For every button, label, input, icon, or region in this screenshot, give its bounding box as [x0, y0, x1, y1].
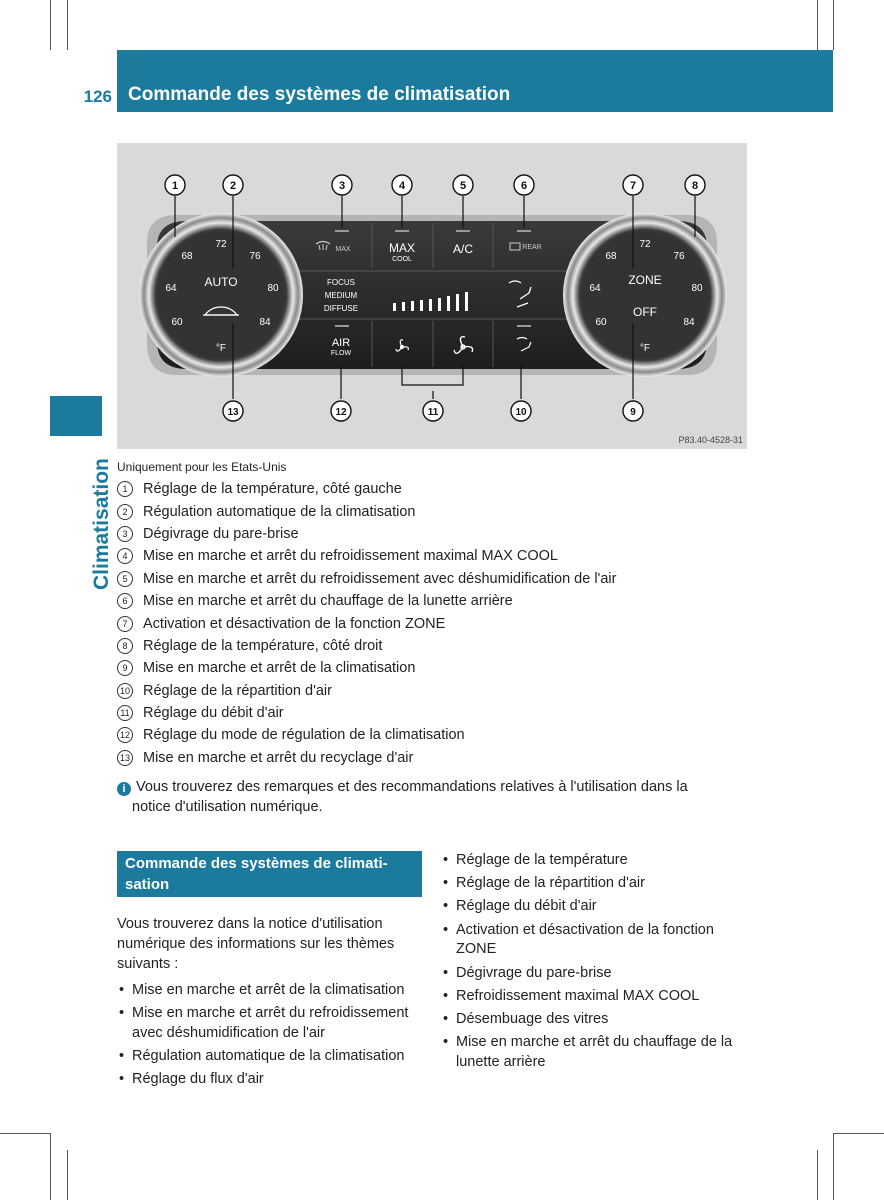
topic-item: • Mise en marche et arrêt du chauffage de la lunette arrière — [441, 1033, 751, 1073]
info-text-1: Vous trouverez des remarques et des recommandations relatives à l'utilisation dans la — [136, 779, 688, 795]
callout-11: 11 — [427, 407, 439, 418]
callout-4: 4 — [398, 180, 406, 192]
callout-8: 8 — [691, 180, 699, 192]
info-icon: i — [117, 782, 131, 796]
topic-item: • Refroidissement maximal MAX COOL — [441, 987, 751, 1007]
dial-tick-label: 60 — [171, 317, 183, 328]
legend-number: 4 — [117, 548, 133, 564]
legend-number: 13 — [117, 750, 133, 766]
legend-item — [117, 724, 616, 746]
dial-tick-label: 84 — [683, 317, 695, 328]
dial-tick-label: 64 — [589, 283, 601, 294]
legend-number: 7 — [117, 616, 133, 632]
legend-text: Régulation automatique de la climatisation — [143, 503, 416, 520]
dial-tick-label: 64 — [165, 283, 177, 294]
info-line-1 — [117, 777, 757, 797]
ac-button-label: A/C — [452, 242, 474, 256]
legend-item — [117, 478, 616, 500]
air-flow-label-line2: FLOW — [330, 350, 352, 357]
legend-text: Réglage de la répartition d'air — [143, 682, 332, 699]
topic-item: • Désembuage des vitres — [441, 1010, 751, 1030]
side-label: Climatisation — [90, 458, 113, 590]
topic-item: • Activation et désactivation de la fonction ZONE — [441, 921, 751, 961]
legend-number: 11 — [117, 705, 133, 721]
crop-mark — [817, 0, 818, 50]
dial-tick-label: 68 — [181, 251, 193, 262]
legend-number: 2 — [117, 504, 133, 520]
legend-item — [117, 612, 616, 634]
legend-text: Réglage de la température, côté droit — [143, 637, 383, 654]
legend-text: Mise en marche et arrêt du chauffage de la lunette arrière — [143, 593, 513, 610]
left-temperature-dial — [139, 213, 303, 377]
section-intro: Vous trouverez dans la notice d'utilisation numérique des informations sur les thèmes suivants : — [117, 916, 395, 972]
crop-mark — [817, 1150, 818, 1200]
max-cool-label-line1: MAX — [388, 241, 416, 255]
figure-note: Uniquement pour les Etats-Unis — [117, 460, 287, 474]
legend-list — [117, 478, 616, 769]
air-flow-label-line1: AIR — [331, 337, 351, 349]
rear-defrost-label: REAR — [522, 244, 542, 251]
section-heading — [117, 851, 422, 897]
topic-item: • Réglage du flux d'air — [117, 1070, 427, 1090]
topic-item: • Dégivrage du pare-brise — [441, 964, 751, 984]
topic-item: • Régulation automatique de la climatisation — [117, 1047, 427, 1067]
crop-mark — [50, 1133, 51, 1200]
crop-mark — [833, 0, 834, 50]
dial-tick-label: 76 — [673, 251, 685, 262]
crop-mark — [50, 0, 51, 50]
legend-item — [117, 545, 616, 567]
page-title: Commande des systèmes de climatisation — [128, 84, 511, 105]
legend-text: Réglage de la température, côté gauche — [143, 481, 402, 498]
info-note — [117, 777, 757, 817]
legend-text: Mise en marche et arrêt de la climatisation — [143, 660, 416, 677]
legend-text: Mise en marche et arrêt du refroidissement maximal MAX COOL — [143, 548, 558, 565]
max-cool-label-line2: COOL — [392, 256, 412, 263]
dial-tick-label: 68 — [605, 251, 617, 262]
dial-tick-label: 72 — [639, 239, 651, 250]
legend-text: Mise en marche et arrêt du recyclage d'air — [143, 749, 414, 766]
crop-mark — [833, 1133, 884, 1134]
dial-tick-label: 76 — [249, 251, 261, 262]
legend-item — [117, 590, 616, 612]
legend-text: Dégivrage du pare-brise — [143, 525, 299, 542]
legend-item — [117, 657, 616, 679]
topic-list-left — [117, 981, 427, 1094]
legend-number: 6 — [117, 593, 133, 609]
auto-button-label: AUTO — [204, 275, 238, 289]
dial-tick-label: 80 — [691, 283, 703, 294]
zone-button-label: ZONE — [628, 273, 662, 287]
climate-panel-illustration — [117, 143, 747, 449]
dial-tick-label: 72 — [215, 239, 227, 250]
crop-mark — [833, 1133, 834, 1200]
climate-control-figure — [117, 143, 747, 449]
callout-2: 2 — [229, 180, 237, 192]
crop-mark — [67, 1150, 68, 1200]
legend-text: Réglage du mode de régulation de la climatisation — [143, 727, 465, 744]
callout-13: 13 — [227, 407, 239, 418]
callout-3: 3 — [338, 180, 346, 192]
callout-12: 12 — [335, 407, 347, 418]
section-heading-line1: Commande des systèmes de climati- — [125, 855, 388, 872]
legend-item — [117, 523, 616, 545]
unit-label: °F — [639, 343, 651, 354]
legend-item — [117, 568, 616, 590]
mode-label-diffuse: DIFFUSE — [323, 304, 359, 313]
topic-item: • Mise en marche et arrêt du refroidissement avec déshumidification de l'air — [117, 1004, 427, 1044]
legend-item — [117, 680, 616, 702]
mode-label-focus: FOCUS — [327, 278, 355, 287]
crop-mark — [0, 1133, 50, 1134]
legend-item — [117, 500, 616, 522]
callout-7: 7 — [629, 180, 637, 192]
legend-number: 9 — [117, 660, 133, 676]
dial-tick-label: 84 — [259, 317, 271, 328]
info-text-2: notice d'utilisation numérique. — [132, 799, 323, 815]
topic-item: • Mise en marche et arrêt de la climatisation — [117, 981, 427, 1001]
topic-item: • Réglage du débit d'air — [441, 897, 751, 917]
topic-item: • Réglage de la répartition d'air — [441, 874, 751, 894]
side-tab — [50, 396, 102, 436]
topic-item: • Réglage de la température — [441, 851, 751, 871]
callout-1: 1 — [171, 180, 179, 192]
dial-tick-label: 80 — [267, 283, 279, 294]
legend-number: 10 — [117, 683, 133, 699]
legend-item — [117, 747, 616, 769]
legend-item — [117, 702, 616, 724]
callout-5: 5 — [459, 180, 467, 192]
legend-number: 12 — [117, 727, 133, 743]
section-heading-line2: sation — [125, 876, 170, 893]
legend-item — [117, 635, 616, 657]
legend-text: Activation et désactivation de la fonction ZONE — [143, 615, 446, 632]
unit-label: °F — [215, 343, 227, 354]
mode-label-medium: MEDIUM — [324, 291, 358, 300]
callout-6: 6 — [520, 180, 528, 192]
page-number: 126 — [83, 87, 112, 106]
crop-mark — [67, 0, 68, 50]
figure-code: P83.40-4528-31 — [678, 435, 743, 445]
legend-number: 5 — [117, 571, 133, 587]
legend-text: Mise en marche et arrêt du refroidissement avec déshumidification de l'air — [143, 570, 617, 587]
defrost-max-label: MAX — [335, 246, 351, 253]
callout-9: 9 — [630, 407, 636, 418]
right-temperature-dial — [563, 213, 727, 377]
callout-10: 10 — [515, 407, 527, 418]
legend-number: 1 — [117, 481, 133, 497]
topic-list-right — [441, 851, 751, 1076]
legend-text: Réglage du débit d'air — [143, 705, 284, 722]
dial-tick-label: 60 — [595, 317, 607, 328]
legend-number: 8 — [117, 638, 133, 654]
off-button-label: OFF — [633, 305, 657, 319]
legend-number: 3 — [117, 526, 133, 542]
